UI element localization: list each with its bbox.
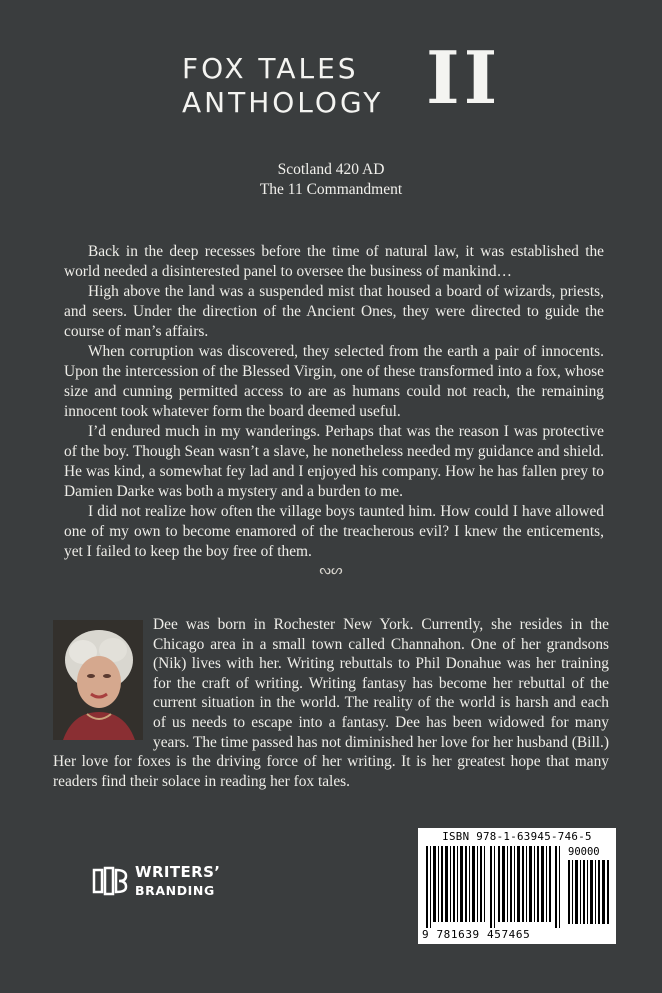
story-paragraph: When corruption was discovered, they selected from the earth a pair of innocents. Upon the intercession of the Blessed Virgin, one of these transformed into a fox, whose size and cunning permitted access to are as humans could not reach, the remaining innocent took whatever form the board deemed useful.	[64, 343, 604, 420]
title-line-2: ANTHOLOGY	[182, 86, 384, 119]
story-excerpt	[64, 242, 604, 562]
price-barcode-bars	[568, 860, 610, 924]
publisher-logo	[92, 860, 252, 904]
author-bio	[53, 615, 609, 791]
author-bio-text: Dee was born in Rochester New York. Currently, she resides in the Chicago area in a small town called Channahon. One of her grandsons (Nik) lives with her. Writing rebuttals to Phil Donahue was her training for the craft of writing. Writing fantasy has become her rebuttal of the current situation in the world. The reality of the world is harsh and each of us needs to escape into a fantasy. Dee has been widowed for many years. The time passed has not diminished her love for her husband (Bill.) Her love for foxes is the driving force of her writing. It is her greatest hope that many readers find their solace in reading her fox tales.	[53, 616, 609, 790]
publisher-name-line2: BRANDING	[135, 883, 215, 898]
barcode-digits: 9 781639 457465	[422, 928, 531, 941]
story-paragraph: I did not realize how often the village boys taunted him. How could I have allowed one of my own to become enamored of the treacherous evil? I knew the enticements, yet I failed to keep the boy free of them.	[64, 503, 604, 560]
subtitle-location: Scotland 420 AD	[277, 161, 385, 178]
barcode-bars	[426, 846, 562, 928]
ornament-divider: ᔓᔕ	[319, 563, 343, 578]
isbn-label: ISBN 978-1-63945-746-5	[442, 830, 592, 843]
title-line-1: FOX TALES	[182, 52, 359, 85]
story-paragraph: Back in the deep recesses before the time of natural law, it was established the world needed a disinterested panel to oversee the business of mankind…	[64, 243, 604, 280]
isbn-barcode	[418, 828, 616, 944]
publisher-name-line1: WRITERS’	[135, 863, 221, 881]
story-paragraph: High above the land was a suspended mist that housed a board of wizards, priests, and seers. Under the direction of the Ancient Ones, they were directed to guide the course of man’s affairs.	[64, 283, 604, 340]
writers-branding-logo-icon	[92, 864, 128, 898]
title-block	[0, 35, 662, 120]
story-paragraph: I’d endured much in my wanderings. Perhaps that was the reason I was protective of the boy. Though Sean wasn’t a slave, he nonetheless needed my guidance and shield. He was kind, a somewhat fey lad and I enjoyed his company. How he has fallen prey to Damien Darke was both a mystery and a burden to me.	[64, 423, 604, 500]
title-numeral: II	[426, 35, 502, 120]
subtitle-commandment: The 11 Commandment	[259, 181, 403, 198]
price-code: 90000	[568, 846, 600, 858]
